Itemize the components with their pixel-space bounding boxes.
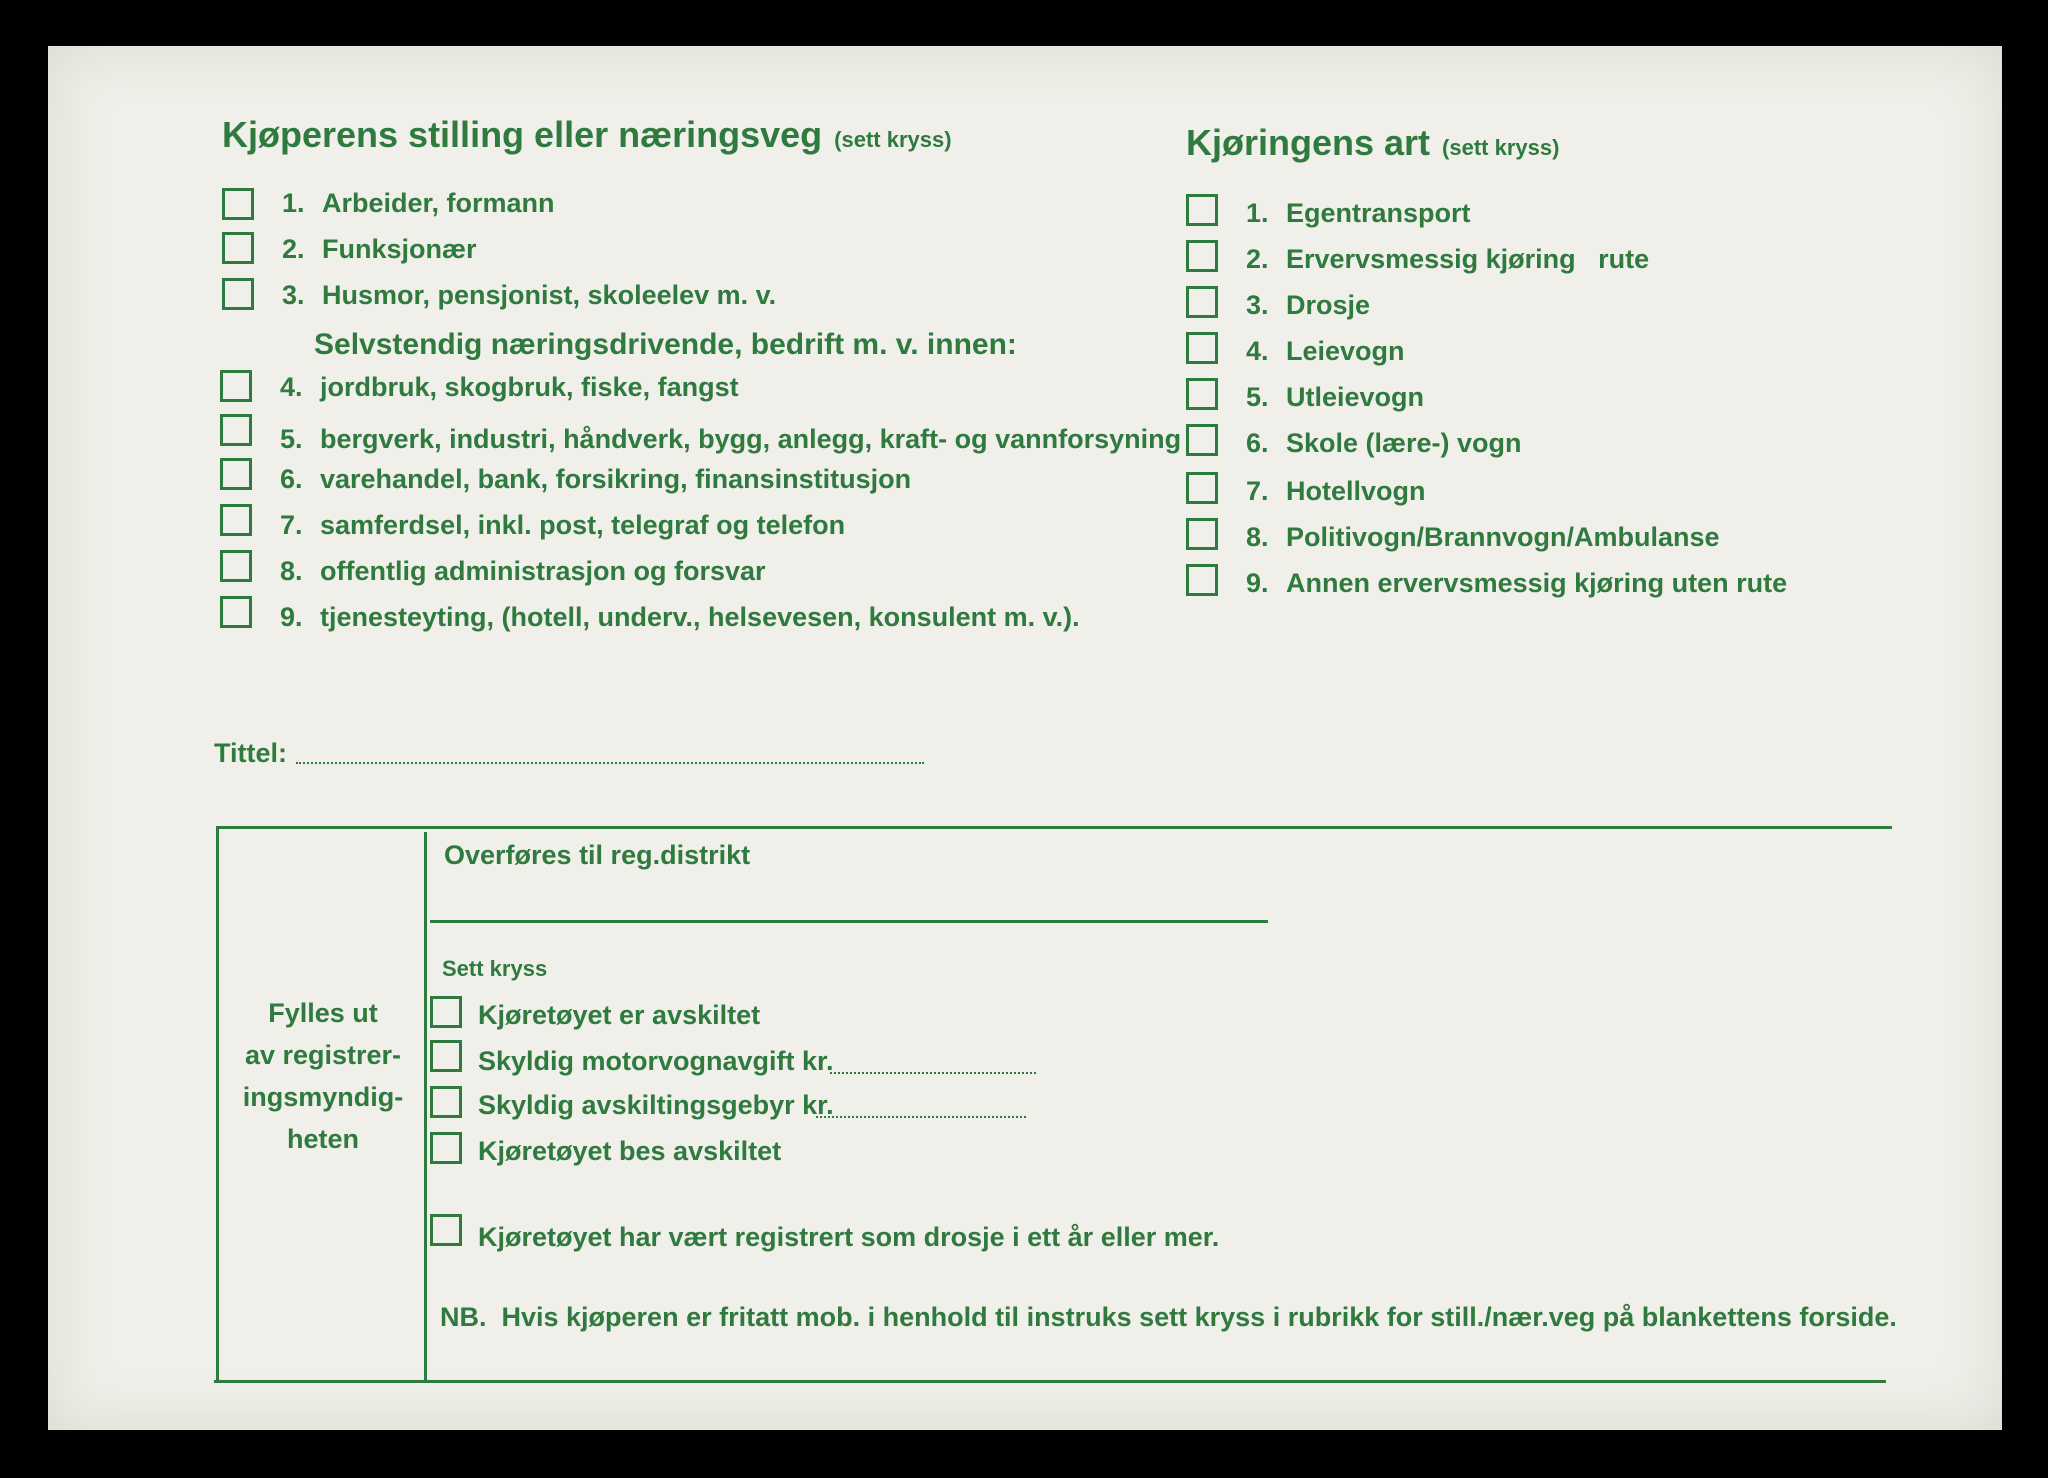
- driving-3-label: 3. Drosje: [1246, 290, 1371, 320]
- side-label-line-1: Fylles ut: [268, 998, 378, 1028]
- checkbox-occupation-6[interactable]: [220, 458, 252, 490]
- occupation-4-label: 4. jordbruk, skogbruk, fiske, fangst: [280, 372, 739, 402]
- occupation-5-label: 5. bergverk, industri, håndverk, bygg, anlegg, kraft- og vannforsyning: [280, 424, 1182, 454]
- checkbox-driving-1[interactable]: [1186, 194, 1218, 226]
- checkbox-driving-2[interactable]: [1186, 240, 1218, 272]
- box-divider: [424, 832, 427, 1380]
- self-employed-subheading: Selvstendig næringsdrivende, bedrift m. v. innen:: [314, 328, 1017, 361]
- motor-fee-label: Skyldig motorvognavgift kr.: [478, 1046, 834, 1076]
- occupation-2-label: 2. Funksjonær: [282, 234, 477, 264]
- checkbox-occupation-1[interactable]: [222, 188, 254, 220]
- checkbox-driving-3[interactable]: [1186, 286, 1218, 318]
- checkbox-occupation-7[interactable]: [220, 504, 252, 536]
- request-dereg-label: Kjøretøyet bes avskiltet: [478, 1136, 782, 1166]
- checkbox-driving-6[interactable]: [1186, 424, 1218, 456]
- left-heading-note: (sett kryss): [834, 127, 952, 152]
- checkbox-occupation-9[interactable]: [220, 596, 252, 628]
- occupation-6-label: 6. varehandel, bank, forsikring, finansinstitusjon: [280, 464, 912, 494]
- checkbox-taxi[interactable]: [430, 1214, 462, 1246]
- driving-5-label: 5. Utleievogn: [1246, 382, 1425, 412]
- checkbox-driving-7[interactable]: [1186, 472, 1218, 504]
- checkbox-driving-8[interactable]: [1186, 518, 1218, 550]
- driving-8-label: 8. Politivogn/Brannvogn/Ambulanse: [1246, 522, 1720, 552]
- checkbox-occupation-5[interactable]: [220, 414, 252, 446]
- dereg-fee-field[interactable]: [816, 1116, 1026, 1118]
- title-field[interactable]: [296, 762, 924, 764]
- title-label: Tittel:: [214, 738, 287, 768]
- checkbox-occupation-4[interactable]: [220, 370, 252, 402]
- checkbox-driving-5[interactable]: [1186, 378, 1218, 410]
- right-heading-text: Kjøringens art: [1186, 122, 1431, 163]
- checkbox-occupation-8[interactable]: [220, 550, 252, 582]
- driving-9-label: 9. Annen ervervsmessig kjøring uten rute: [1246, 568, 1788, 598]
- deregistered-label: Kjøretøyet er avskiltet: [478, 1000, 761, 1030]
- side-label-line-4: heten: [286, 1124, 359, 1154]
- checkbox-request-dereg[interactable]: [430, 1132, 462, 1164]
- checkbox-occupation-2[interactable]: [222, 232, 254, 264]
- side-label-line-3: ingsmyndig-: [242, 1082, 404, 1112]
- side-label-line-2: av registrer-: [244, 1040, 402, 1070]
- left-heading: [222, 114, 952, 156]
- registry-side-label: [228, 992, 418, 1160]
- transfer-label: Overføres til reg.distrikt: [444, 840, 751, 870]
- taxi-label: Kjøretøyet har vært registrert som drosje i ett år eller mer.: [478, 1222, 1220, 1252]
- checkbox-driving-9[interactable]: [1186, 564, 1218, 596]
- right-heading-note: (sett kryss): [1442, 135, 1560, 160]
- occupation-8-label: 8. offentlig administrasjon og forsvar: [280, 556, 766, 586]
- transfer-underline: [430, 920, 1268, 923]
- checkbox-deregistered[interactable]: [430, 996, 462, 1028]
- sett-kryss-label: Sett kryss: [442, 956, 548, 981]
- checkbox-occupation-3[interactable]: [222, 278, 254, 310]
- occupation-7-label: 7. samferdsel, inkl. post, telegraf og telefon: [280, 510, 846, 540]
- occupation-9-label: 9. tjenesteyting, (hotell, underv., helsevesen, konsulent m. v.).: [280, 602, 1080, 632]
- driving-2-label: 2. Ervervsmessig kjøring rute: [1246, 244, 1650, 274]
- checkbox-driving-4[interactable]: [1186, 332, 1218, 364]
- box-top-border: [218, 826, 1892, 829]
- checkbox-dereg-fee[interactable]: [430, 1086, 462, 1118]
- box-bottom-border: [214, 1380, 1886, 1383]
- occupation-1-label: 1. Arbeider, formann: [282, 188, 555, 218]
- nb-note: NB. Hvis kjøperen er fritatt mob. i henhold til instruks sett kryss i rubrikk for still./nær.veg på blankettens forside.: [440, 1302, 1897, 1332]
- driving-6-label: 6. Skole (lære-) vogn: [1246, 428, 1522, 458]
- driving-4-label: 4. Leievogn: [1246, 336, 1405, 366]
- box-left-border: [216, 826, 219, 1382]
- driving-7-label: 7. Hotellvogn: [1246, 476, 1426, 506]
- checkbox-motor-fee[interactable]: [430, 1040, 462, 1072]
- occupation-3-label: 3. Husmor, pensjonist, skoleelev m. v.: [282, 280, 777, 310]
- dereg-fee-label: Skyldig avskiltingsgebyr kr.: [478, 1090, 834, 1120]
- driving-1-label: 1. Egentransport: [1246, 198, 1471, 228]
- right-heading: [1186, 122, 1559, 164]
- left-heading-text: Kjøperens stilling eller næringsveg: [222, 114, 823, 155]
- motor-fee-field[interactable]: [830, 1072, 1036, 1074]
